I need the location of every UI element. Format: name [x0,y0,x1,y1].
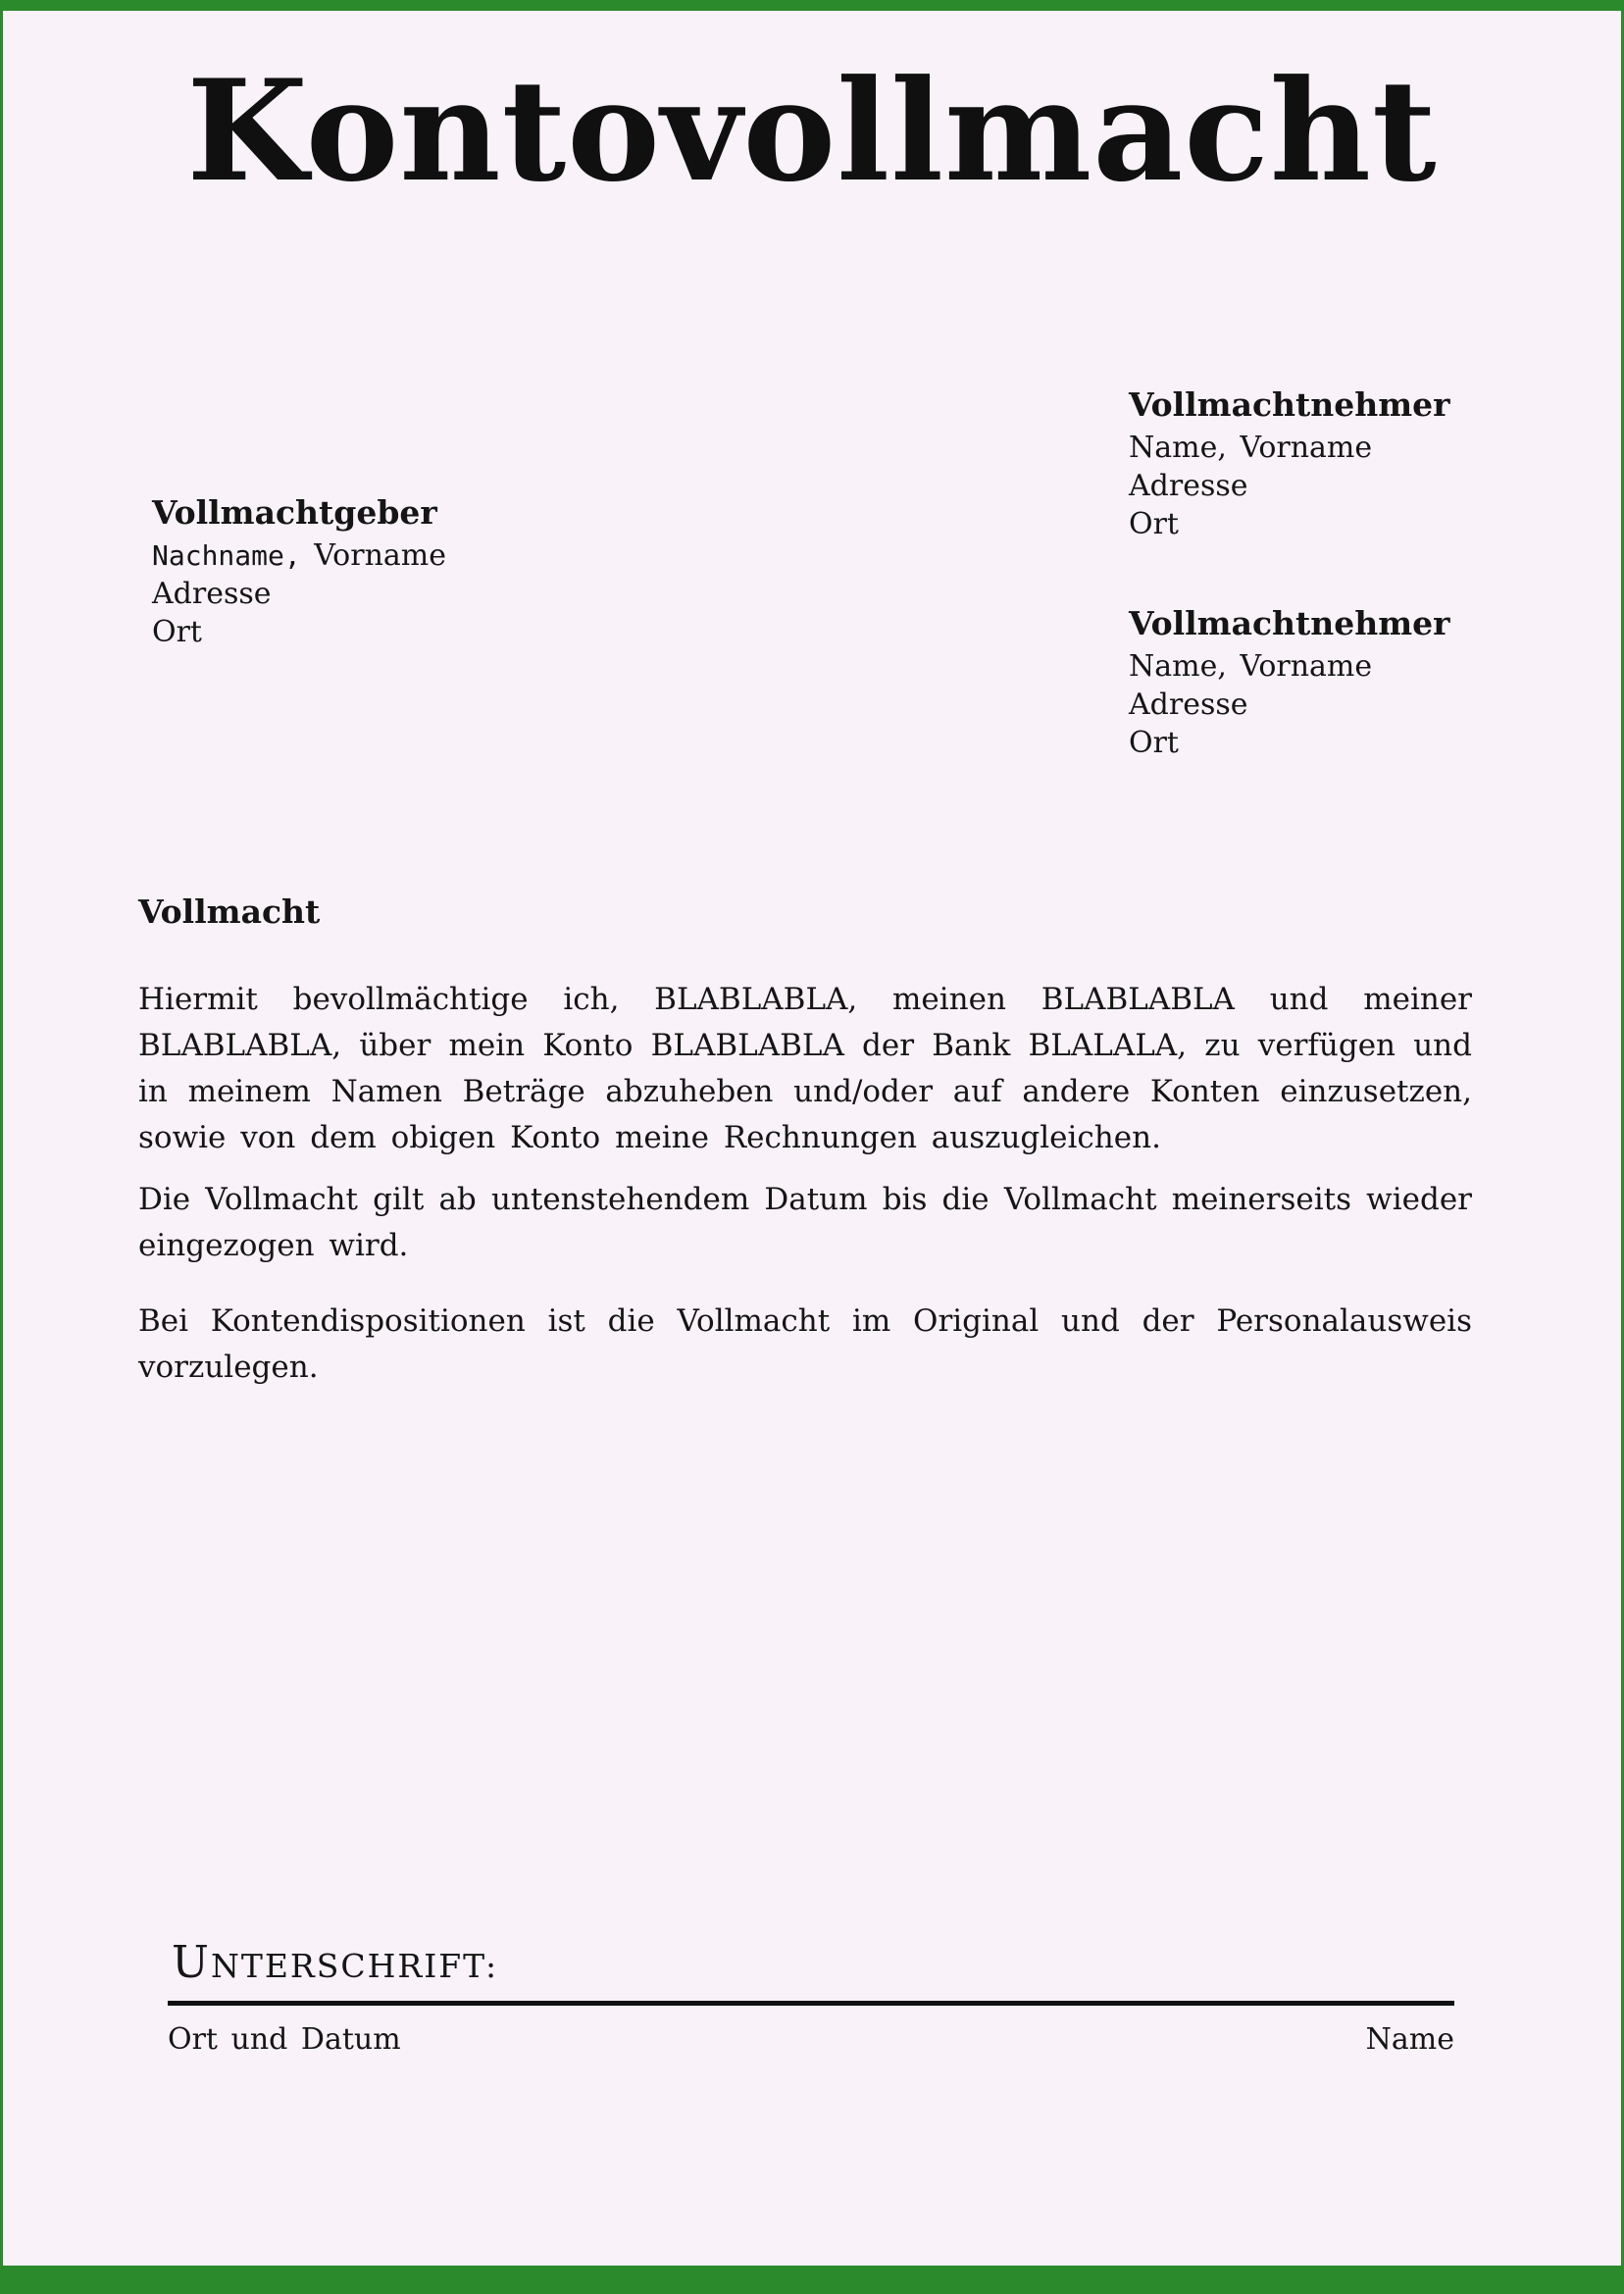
body-paragraph-2: Die Vollmacht gilt ab untenstehendem Datum bis die Vollmacht meinerseits wieder eingezogen wird. [138,1182,1472,1263]
grantee2-name-line: Name, Vorname [1129,649,1373,684]
grantor-city-line: Ort [152,615,202,649]
signature-footer [168,2022,1454,2057]
grantee2-city-line: Ort [1129,726,1179,760]
signature-label-rest: NTERSCHRIFT: [210,1947,499,1985]
grantee2-address-line: Adresse [1129,688,1248,722]
signature-place-date-label: Ort und Datum [168,2022,401,2057]
grantor-name-line [152,536,446,575]
grantor-lastname: Nachname, [152,539,301,572]
grantor-block [152,493,446,651]
body-paragraph-1: Hiermit bevollmächtige ich, BLABLABLA, meinen BLABLABLA und meiner BLABLABLA, über mein Konto BLABLABLA der Bank BLALALA, zu verfügen und in meinem Namen Beträge abzuheben und/oder auf andere Konten einzusetzen, sowie von dem obigen Konto meine Rechnungen auszugleichen. [138,982,1472,1155]
grantee-block-2 [1129,604,1450,762]
grantee1-heading: Vollmachtnehmer [1129,385,1450,424]
document-title: Kontovollmacht [186,50,1438,213]
signature-name-label: Name [1365,2022,1454,2057]
body-paragraph-3: Bei Kontendispositionen ist die Vollmacht im Original und der Personalausweis vorzulegen. [138,1303,1472,1385]
grantee1-name-line: Name, Vorname [1129,431,1373,465]
grantee1-address-line: Adresse [1129,469,1248,503]
grantor-heading: Vollmachtgeber [152,493,437,532]
signature-label-initial: U [172,1936,211,1988]
top-green-bar [3,0,1621,11]
bottom-green-bar [3,2266,1621,2294]
grantee-block-1 [1129,385,1450,543]
body-heading: Vollmacht [138,892,321,931]
signature-line [168,2001,1454,2006]
signature-label [172,1936,498,1988]
grantee1-city-line: Ort [1129,507,1179,541]
grantor-firstname: Vorname [314,538,446,573]
grantee2-heading: Vollmachtnehmer [1129,604,1450,642]
grantor-address-line: Adresse [152,577,272,611]
